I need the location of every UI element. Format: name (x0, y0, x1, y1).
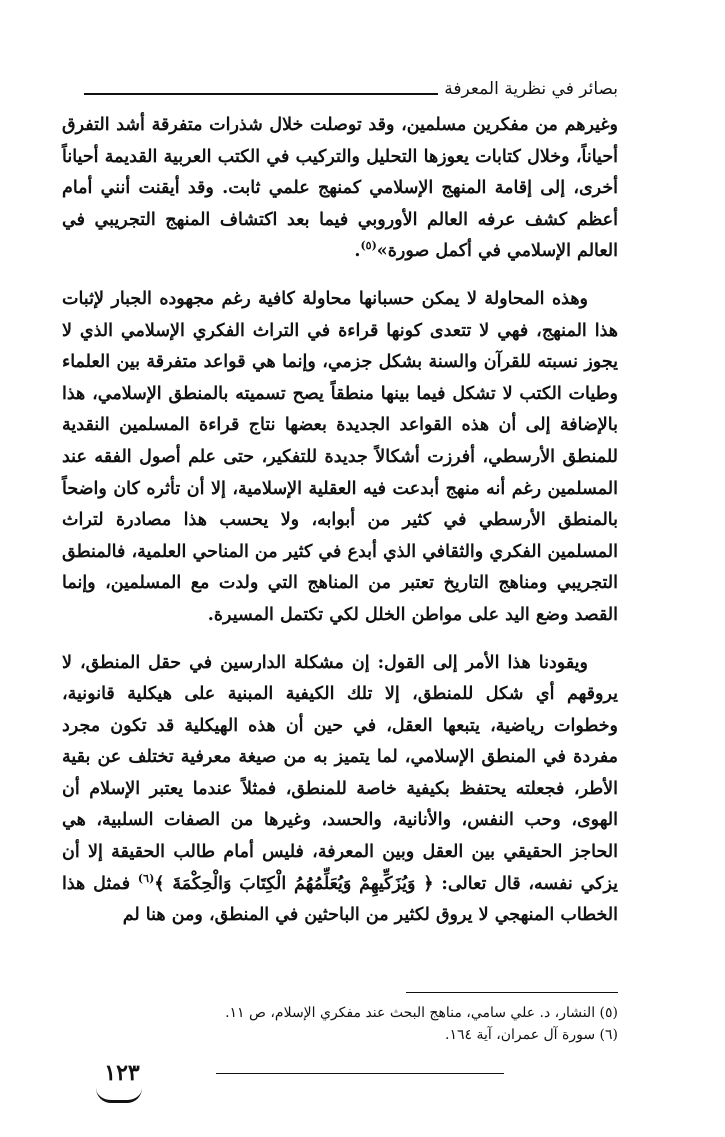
running-header (84, 62, 618, 98)
paragraph-1: وغيرهم من مفكرين مسلمين، وقد توصلت خلال شذرات متفرقة أشد التفرق أحياناً، وخلال كتابات يعوزها التحليل والتركيب في الكتب العربية القديمة أحياناً أخرى، إلى إقامة المنهج الإسلامي كمنهج علمي ثابت. وقد أيقنت أنني أمام أعظم كشف عرفه العالم الأوروبي فيما بعد اكتشاف المنهج التجريبي في العالم الإسلامي في أكمل صورة»$^{(٥)}$. (62, 115, 618, 262)
paragraph-3-continuation: فمثل هذا الخطاب المنهجي لا يروق لكثير من الباحثين في المنطق، ومن هنا لم (62, 873, 618, 926)
footnote-6: (٦) سورة آل عمران، آية ١٦٤. (444, 1027, 618, 1043)
paragraph-3 (62, 648, 618, 932)
footnote-separator (406, 992, 618, 993)
footnote-5: (٥) النشار، د. علي سامي، مناهج البحث عند مفكري الإسلام، ص ١١. (225, 1005, 618, 1021)
paragraph-1-text: وغيرهم من مفكرين مسلمين، وقد توصلت خلال شذرات متفرقة أشد التفرق أحياناً، وخلال كتابات يعوزها التحليل والتركيب في الكتب العربية القديمة أحياناً أخرى، إلى إقامة المنهج الإسلامي كمنهج علمي ثابت. وقد أيقنت أنني أمام أعظم كشف عرفه العالم الأوروبي فيما بعد اكتشاف المنهج التجريبي في العالم الإسلامي في أكمل صورة» (62, 115, 618, 262)
bottom-rule (216, 1073, 504, 1074)
footnotes (62, 1002, 618, 1046)
body-text (62, 110, 618, 932)
paragraph-3-text: ويقودنا هذا الأمر إلى القول: إن مشكلة الدارسين في حقل المنطق، لا يروقهم أي شكل للمنطق، إلا تلك الكيفية المبنية على هيكلية قانونية، وخطوات رياضية، يتبعها العقل، في حين أن هذه الهيكلية قد تكون مجرد مفردة في المنطق الإسلامي، لما يتميز به من صيغة معرفية تختلف عن بقية الأطر، فجعلته يحتفظ بكيفية خاصة للمنطق، فمثلاً عندما يعتبر الإسلام أن الهوى، وحب النفس، والأنانية، والحسد، وغيرها من الصفات السلبية، هي الحاجز الحقيقي بين العقل وبين المعرفة، فليس أمام طالب الحقيقة إلا أن يزكي نفسه، قال تعالى: (62, 652, 619, 894)
footnote-ref-6[interactable]: (٦) (137, 871, 155, 885)
footnote-ref-5[interactable]: (٥) (360, 239, 377, 253)
page-number-ornament (96, 1088, 142, 1103)
book-title: بصائر في نظرية المعرفة (444, 79, 618, 99)
quran-quote: ﴿ وَيُزَكِّيهِمْ وَيُعَلِّمُهُمُ الْكِتَابَ وَالْحِكْمَةَ ﴾ (154, 873, 434, 894)
paragraph-2: وهذه المحاولة لا يمكن حسبانها محاولة كافية رغم مجهوده الجبار لإثبات هذا المنهج، فهي لا تتعدى كونها قراءة في التراث الفكري الإسلامي الذي لا يجوز نسبته للقرآن والسنة بشكل جزمي، وإنما هي قواعد متفرقة بين العلماء وطيات الكتب لا تشكل فيما بينها منطقاً يصح تسميته بالمنطق الإسلامي، هذا بالإضافة إلى أن هذه القواعد الجديدة بعضها نتاج قراءة المسلمين النقدية للمنطق الأرسطي، أفرزت أشكالاً جديدة للتفكير، حتى علم أصول الفقه عند المسلمين رغم أنه منهج أبدعت فيه العقلية الإسلامية، إلا أن تأثره كان واضحاً بالمنطق الأرسطي في كثير من أبوابه، ولا يحسب هذا مصادرة لتراث المسلمين الفكري والثقافي الذي أبدع في كثير من المناحي العلمية، فالمنطق التجريبي ومناهج التاريخ تعتبر من المناهج التي ولدت مع المسلمين، وإنما القصد وضع اليد على مواطن الخلل لكي تكتمل المسيرة. (62, 288, 618, 625)
header-rule (84, 93, 438, 95)
page-number: ١٢٣ (104, 1060, 140, 1086)
